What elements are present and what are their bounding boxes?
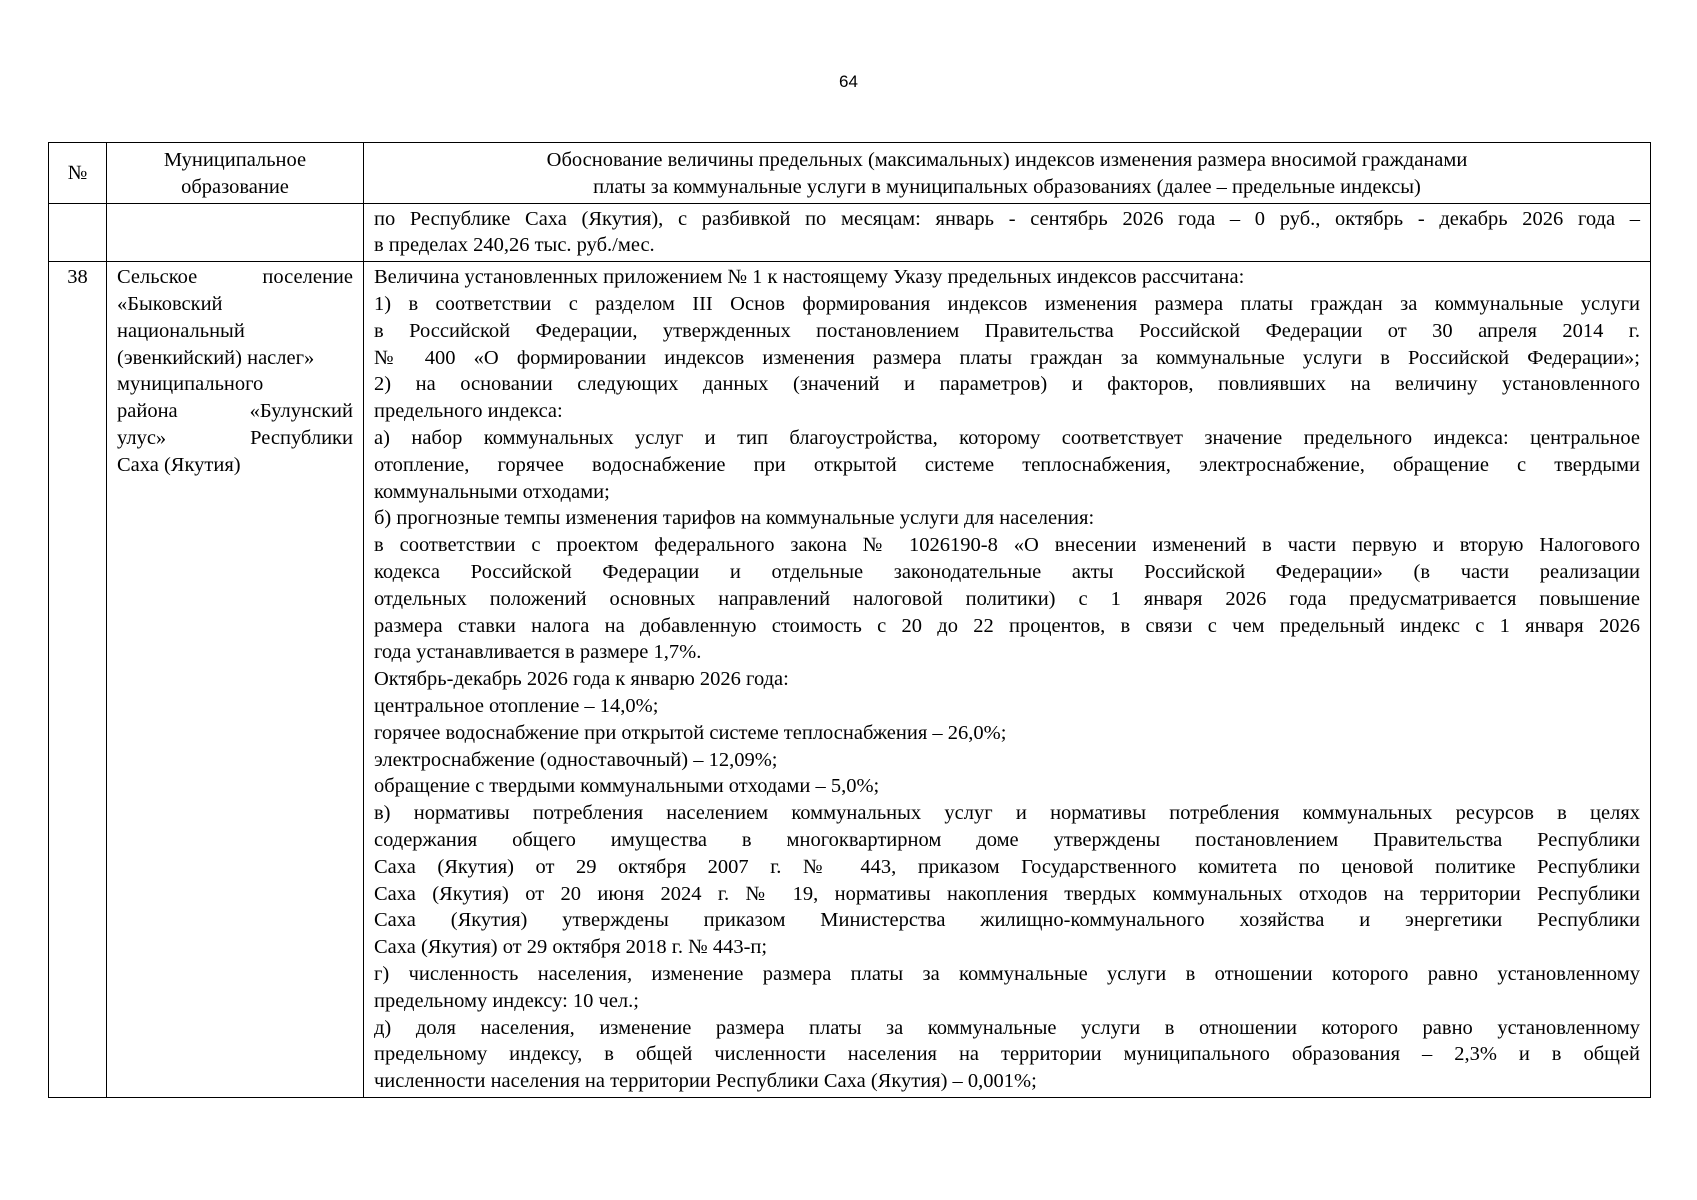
justification-line: обращение с твердыми коммунальными отходами – 5,0%; bbox=[374, 775, 880, 798]
justification-cell bbox=[364, 203, 1651, 262]
municipality-line: Саха (Якутия) bbox=[117, 453, 241, 476]
justification-line: размера ставки налога на добавленную стоимость с 20 до 22 процентов, в связи с чем предельный индекс с 1 января 2026 bbox=[374, 614, 1640, 637]
justification-line: Величина установленных приложением № 1 к настоящему Указу предельных индексов рассчитана: bbox=[374, 266, 1245, 289]
justification-line: Саха (Якутия) утверждены приказом Министерства жилищно-коммунального хозяйства и энергетики Республики bbox=[374, 909, 1640, 932]
justification-line: в пределах 240,26 тыс. руб./мес. bbox=[374, 234, 655, 257]
header-justification bbox=[364, 143, 1651, 204]
justification-line: в Российской Федерации, утвержденных постановлением Правительства Российской Федерации от 30 апреля 2014 г. bbox=[374, 319, 1640, 342]
municipality-line: Сельское поселение bbox=[117, 266, 353, 289]
justification-line: а) набор коммунальных услуг и тип благоустройства, которому соответствует значение предельного индекса: центральное bbox=[374, 426, 1640, 449]
municipality-cell bbox=[107, 262, 364, 1098]
justification-line: 2) на основании следующих данных (значений и параметров) и факторов, повлиявших на величину установленного bbox=[374, 373, 1640, 396]
justification-line: № 400 «О формировании индексов изменения размера платы граждан за коммунальные услуги в Российской Федерации»; bbox=[374, 346, 1640, 369]
justification-table bbox=[48, 142, 1651, 1098]
justification-line: предельному индексу: 10 чел.; bbox=[374, 989, 639, 1012]
justification-line: электроснабжение (одноставочный) – 12,09%; bbox=[374, 748, 778, 771]
justification-line: кодекса Российской Федерации и отдельные законодательные акты Российской Федерации» (в части реализации bbox=[374, 560, 1640, 583]
header-municipality: Муниципальное образование bbox=[107, 143, 364, 204]
table-row-38 bbox=[49, 262, 1651, 1098]
justification-line: года устанавливается в размере 1,7%. bbox=[374, 641, 702, 664]
row-number-cell bbox=[49, 203, 107, 262]
municipality-line: «Быковский bbox=[117, 292, 223, 315]
justification-line: численности населения на территории Республики Саха (Якутия) – 0,001%; bbox=[374, 1070, 1037, 1093]
justification-line: предельного индекса: bbox=[374, 400, 563, 423]
justification-line: центральное отопление – 14,0%; bbox=[374, 694, 659, 717]
municipality-line: муниципального bbox=[117, 373, 264, 396]
justification-line: д) доля населения, изменение размера платы за коммунальные услуги в отношении которого равно установленному bbox=[374, 1016, 1640, 1039]
justification-line: отдельных положений основных направлений налоговой политики) с 1 января 2026 года предусматривается повышение bbox=[374, 587, 1640, 610]
justification-line: в) нормативы потребления населением коммунальных услуг и нормативы потребления коммунальных ресурсов в целях bbox=[374, 802, 1640, 825]
municipality-line: улус» Республики bbox=[117, 426, 353, 449]
table-row-continuation bbox=[49, 203, 1651, 262]
header-number: № bbox=[49, 143, 107, 204]
justification-line: Саха (Якутия) от 20 июня 2024 г. № 19, нормативы накопления твердых коммунальных отходов на территории Республики bbox=[374, 882, 1640, 905]
justification-line: предельному индексу, в общей численности населения на территории муниципального образования – 2,3% и в общей bbox=[374, 1043, 1640, 1066]
table-header-row bbox=[49, 143, 1651, 204]
header-justification-line-2: платы за коммунальные услуги в муниципальных образованиях (далее – предельные индексы) bbox=[593, 175, 1421, 198]
page-number: 64 bbox=[839, 72, 858, 91]
municipality-cell bbox=[107, 203, 364, 262]
justification-line: б) прогнозные темпы изменения тарифов на коммунальные услуги для населения: bbox=[374, 507, 1095, 530]
municipality-line: (эвенкийский) наслег» bbox=[117, 346, 315, 369]
justification-line: отопление, горячее водоснабжение при открытой системе теплоснабжения, электроснабжение, обращение с твердыми bbox=[374, 453, 1640, 476]
justification-line: Саха (Якутия) от 29 октября 2007 г. № 443, приказом Государственного комитета по ценовой политике Республики bbox=[374, 855, 1640, 878]
justification-line: в соответствии с проектом федерального закона № 1026190-8 «О внесении изменений в части первую и вторую Налогового bbox=[374, 534, 1640, 557]
header-justification-line-1: Обоснование величины предельных (максимальных) индексов изменения размера вносимой гражданами bbox=[546, 149, 1468, 171]
justification-line: 1) в соответствии с разделом III Основ формирования индексов изменения размера платы граждан за коммунальные услуги bbox=[374, 292, 1640, 315]
municipality-line: района «Булунский bbox=[117, 400, 353, 423]
row-number-cell: 38 bbox=[49, 262, 107, 1098]
municipality-line: национальный bbox=[117, 319, 245, 342]
justification-cell bbox=[364, 262, 1651, 1098]
justification-line: содержания общего имущества в многоквартирном доме утверждены постановлением Правительства Республики bbox=[374, 828, 1640, 851]
justification-line: Саха (Якутия) от 29 октября 2018 г. № 443-п; bbox=[374, 936, 768, 959]
justification-line: Октябрь-декабрь 2026 года к январю 2026 года: bbox=[374, 668, 789, 691]
justification-line: коммунальными отходами; bbox=[374, 480, 610, 503]
justification-line: г) численность населения, изменение размера платы за коммунальные услуги в отношении которого равно установленному bbox=[374, 962, 1640, 985]
justification-line: горячее водоснабжение при открытой системе теплоснабжения – 26,0%; bbox=[374, 721, 1007, 744]
justification-line: по Республике Саха (Якутия), с разбивкой по месяцам: январь - сентябрь 2026 года – 0 руб., октябрь - декабрь 2026 года – bbox=[374, 207, 1640, 230]
